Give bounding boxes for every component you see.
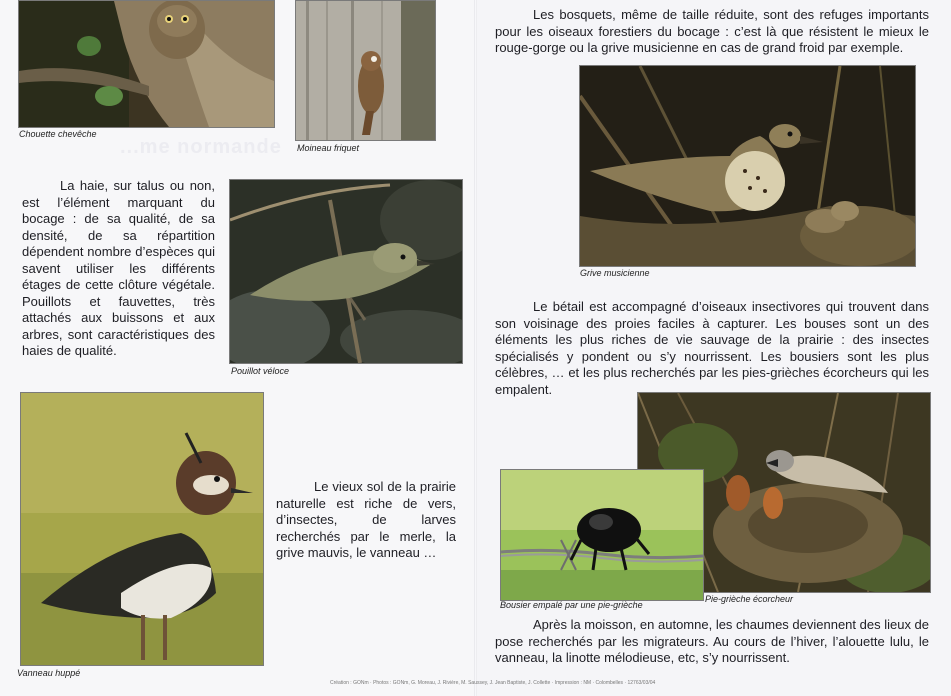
caption-chouette: Chouette chevêche xyxy=(19,129,97,139)
caption-vanneau: Vanneau huppé xyxy=(17,668,81,678)
ghost-heading: ...me normande xyxy=(120,136,282,158)
caption-moineau: Moineau friquet xyxy=(297,143,360,153)
paragraph-haie: La haie, sur talus ou non, est l’élément marquant du bocage : de sa qualité, de sa densité, de sa répartition dépendent nombre d’espèces qui savent utiliser les différents étages de cette clôture végétale. Pouillots et fauvettes, très attachés aux buissons et aux arbres, sont caractéristiques des haies de qualité. xyxy=(22,178,215,358)
photo-chouette-cheveche xyxy=(18,0,275,128)
paragraph-bosquets: Les bosquets, même de taille réduite, sont des refuges importants pour les oiseaux forestiers du bocage : c’est là que résistent le mieux le rouge-gorge ou la grive musicienne en cas de grand froid par exemple. xyxy=(495,7,929,55)
caption-pouillot: Pouillot véloce xyxy=(231,366,290,376)
photo-vanneau-huppe xyxy=(20,392,264,666)
page-fold xyxy=(474,0,477,696)
caption-piegrieche: Pie-grièche écorcheur xyxy=(705,594,794,604)
caption-grive: Grive musicienne xyxy=(580,268,650,278)
photo-moineau-friquet xyxy=(295,0,436,141)
photo-grive-musicienne xyxy=(579,65,916,267)
print-credits: Création : GONm · Photos : GONm, G. Moreau, J. Rivière, M. Saussey, J. Jean Baptiste, J. Collette · Impression : NM · Colombelles · 12763/03/04 xyxy=(330,680,656,686)
paragraph-sol: Le vieux sol de la prairie naturelle est riche de vers, d’insectes, de larves recherchés par le merle, la grive mauvis, le vanneau … xyxy=(276,479,456,560)
paragraph-betail: Le bétail est accompagné d’oiseaux insectivores qui trouvent dans son voisinage des proies faciles à capturer. Les bouses sont un des éléments les plus riches de vie sauvage de la prairie : des insectes spécialisés y pondent ou s’y nourrissent. Les bousiers sont les plus célèbres, … et les plus recherchés par les pies-grièches écorcheurs qui les empalent. xyxy=(495,299,929,397)
caption-bousier: Bousier empalé par une pie-grièche xyxy=(500,600,643,610)
paragraph-moisson: Après la moisson, en automne, les chaumes deviennent des lieux de pose recherchés par les migrateurs. Au cours de l’hiver, l’alouette lulu, le vanneau, la linotte mélodieuse, etc, s’y nourrissent. xyxy=(495,617,930,665)
photo-pouillot-veloce xyxy=(229,179,463,364)
photo-bousier-empale xyxy=(500,469,704,601)
